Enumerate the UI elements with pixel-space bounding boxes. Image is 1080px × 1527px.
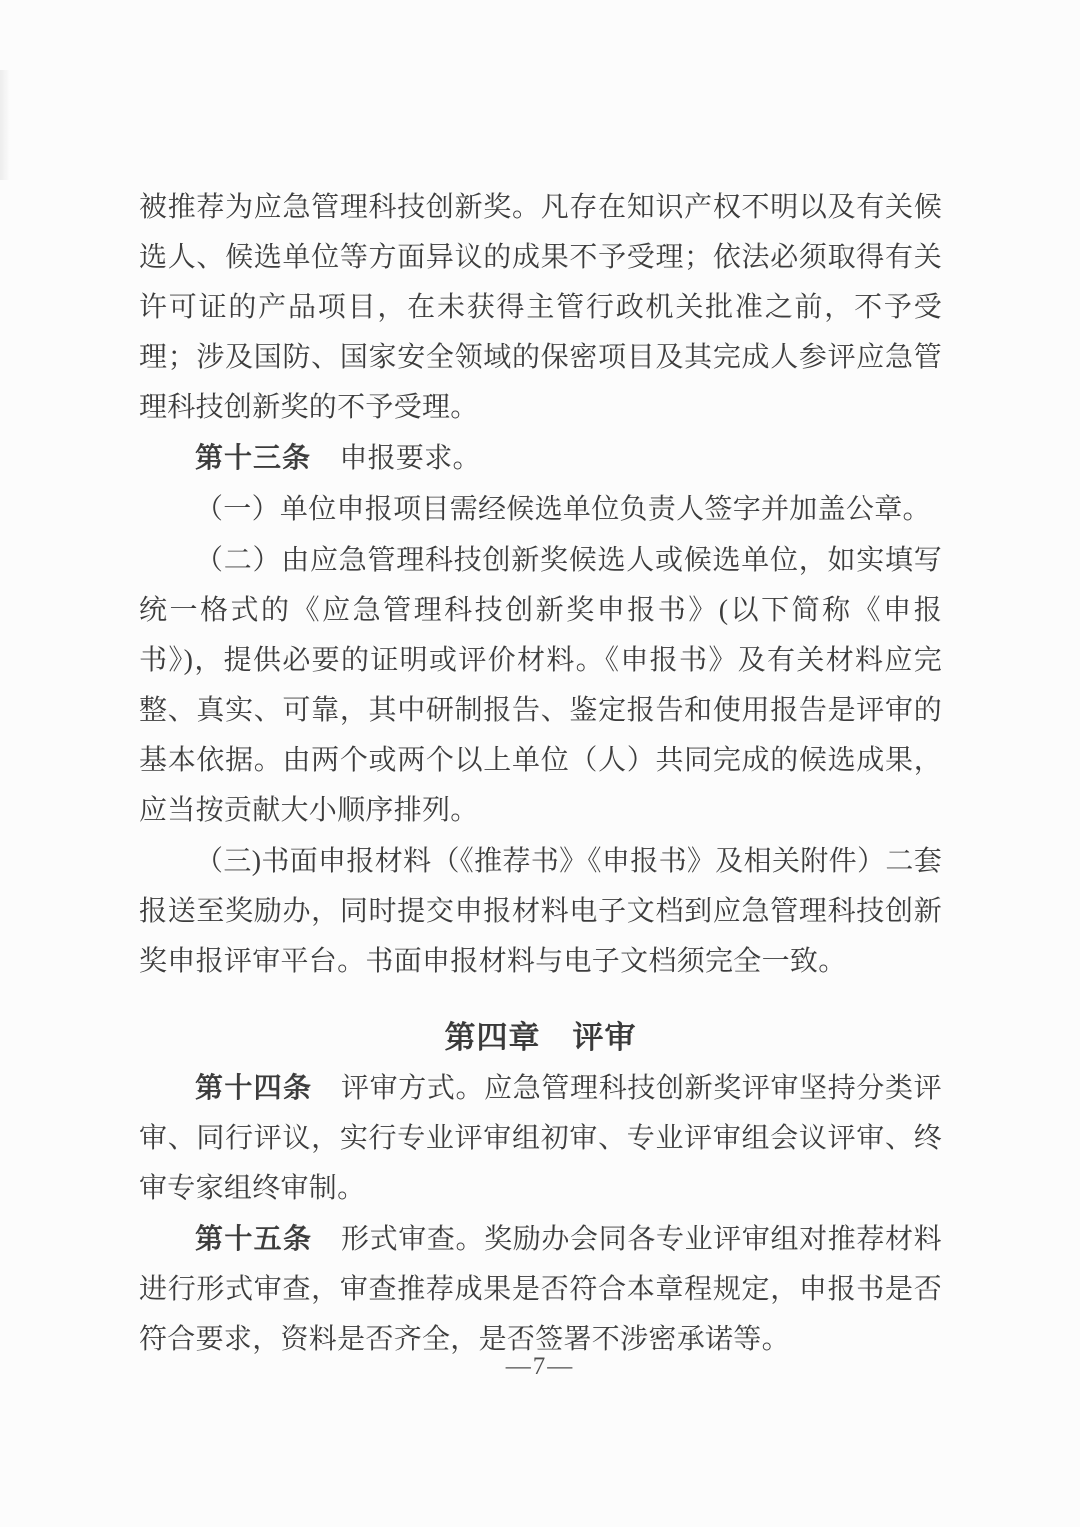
paragraph-text: （二）由应急管理科技创新奖候选人或候选单位，如实填写统一格式的《应急管理科技创新奖申报书》(以下简称《申报书》)，提供必要的证明或评价材料。《申报书》及有关材料应完整、真实、可靠，其中研制报告、鉴定报告和使用报告是评审的基本依据。由两个或两个以上单位（人）共同完成的候选成果，应当按贡献大小顺序排列。 xyxy=(139,545,942,826)
paragraph-text: 被推荐为应急管理科技创新奖。凡存在知识产权不明以及有关候选人、候选单位等方面异议的成果不予受理；依法必须取得有关许可证的产品项目，在未获得主管行政机关批准之前，不予受理；涉及国防、国家安全领域的保密项目及其完成人参评应急管理科技创新奖的不予受理。 xyxy=(139,192,942,423)
paragraph-article-15 xyxy=(139,1214,942,1365)
article-number: 第十三条 xyxy=(195,442,312,473)
article-number: 第十五条 xyxy=(195,1223,313,1254)
paragraph-text: （一）单位申报项目需经候选单位负责人签字并加盖公章。 xyxy=(195,494,931,525)
paragraph-article-14 xyxy=(139,1063,942,1214)
paragraph-continuation xyxy=(139,182,942,433)
paragraph-text: 形式审查。奖励办会同各专业评审组对推荐材料进行形式审查，审查推荐成果是否符合本章程规定，申报书是否符合要求，资料是否齐全，是否签署不涉密承诺等。 xyxy=(139,1224,942,1355)
chapter-heading: 第四章 评审 xyxy=(444,1020,637,1055)
article-number: 第十四条 xyxy=(195,1072,313,1103)
paragraph-article-13 xyxy=(139,433,942,484)
paragraph-text: （三)书面申报材料（《推荐书》《申报书》及相关附件）二套报送至奖励办，同时提交申报材料电子文档到应急管理科技创新奖申报评审平台。书面申报材料与电子文档须完全一致。 xyxy=(139,846,942,977)
scan-edge-artifact xyxy=(0,70,10,180)
paragraph-item-2 xyxy=(139,535,942,836)
paragraph-text: 申报要求。 xyxy=(311,443,481,474)
paragraph-item-1 xyxy=(139,484,942,535)
paragraph-text: 评审方式。应急管理科技创新奖评审坚持分类评审、同行评议，实行专业评审组初审、专业评审组会议评审、终审专家组终审制。 xyxy=(139,1073,942,1204)
document-body xyxy=(139,182,942,1365)
page-number: —7— xyxy=(505,1353,575,1380)
paragraph-item-3 xyxy=(139,836,942,987)
